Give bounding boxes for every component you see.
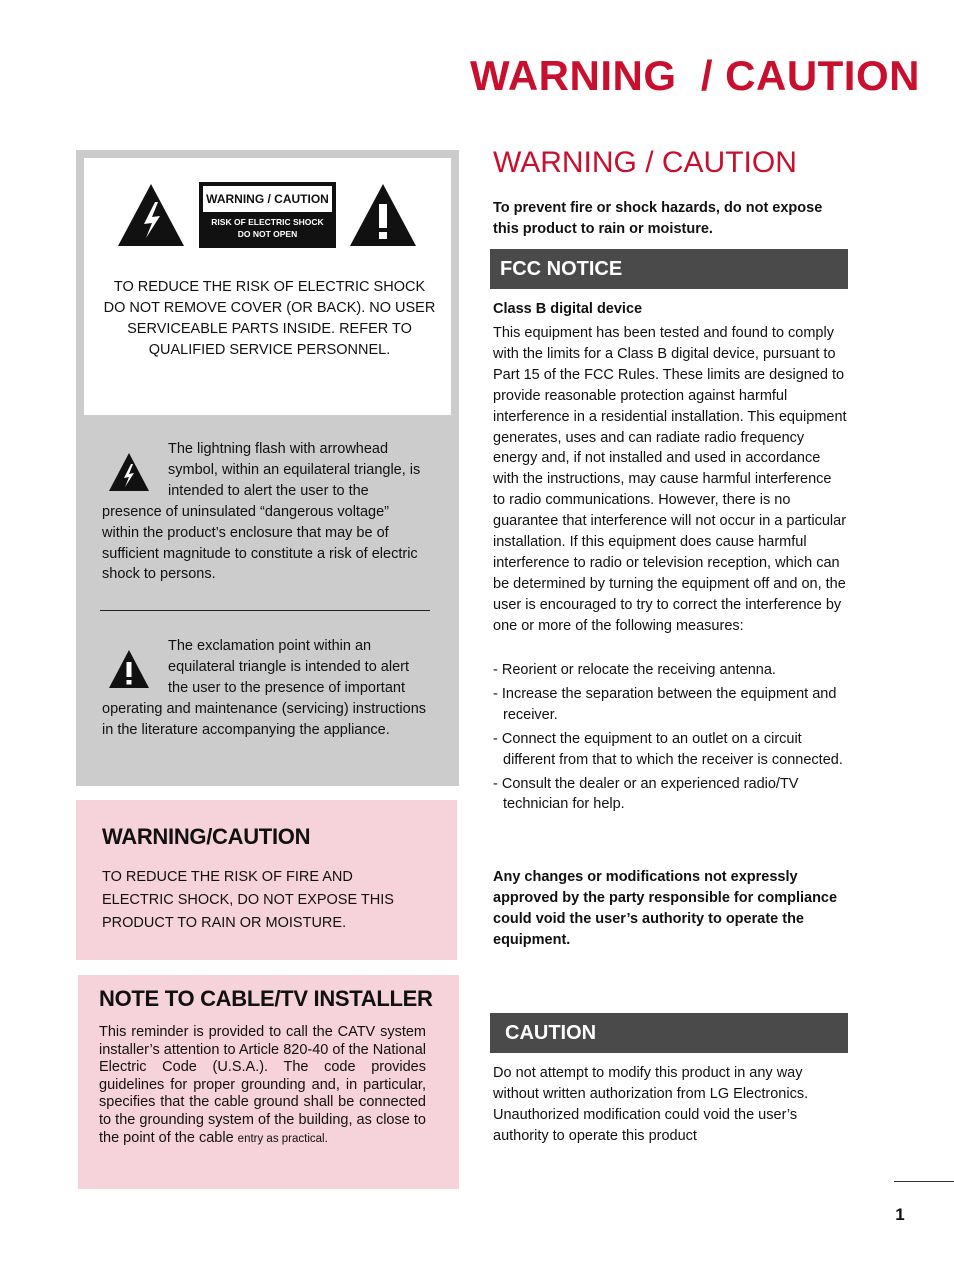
exclamation-symbol-description (102, 636, 428, 741)
fcc-notice-bar: FCC NOTICE (490, 249, 848, 289)
label-subtext-line1: RISK OF ELECTRIC SHOCK (211, 217, 324, 227)
label-subtext (203, 216, 332, 240)
class-b-heading: Class B digital device (493, 301, 643, 317)
divider (100, 610, 430, 611)
caution-text: Do not attempt to modify this product in any way without written authorization from LG Electronics. Unauthorized modification could void the user’s authority to operate this product (493, 1065, 809, 1144)
page-title: WARNING / CAUTION (470, 52, 920, 99)
installer-note-text (99, 1024, 426, 1148)
intro-text: To prevent fire or shock hazards, do not expose this product to rain or moisture. (493, 200, 823, 237)
exclamation-warning-icon (348, 182, 418, 248)
lightning-symbol-text: The lightning flash with arrowhead symbol, within an equilateral triangle, is intended to alert the user to the presence of uninsulated “dangerous voltage” within the product’s enclosure that may be of sufficient magnitude to constitute a risk of electric shock to persons. (102, 441, 421, 583)
warning-caution-text: TO REDUCE THE RISK OF FIRE AND ELECTRIC SHOCK, DO NOT EXPOSE THIS PRODUCT TO RAIN OR MOISTURE. (102, 869, 394, 931)
page-number: 1 (895, 1205, 905, 1224)
warning-caution-heading: WARNING/CAUTION (102, 824, 311, 849)
lightning-symbol-description (102, 439, 428, 585)
icon-float (102, 636, 168, 698)
installer-note-heading: NOTE TO CABLE/TV INSTALLER (99, 986, 433, 1011)
modifications-warning: Any changes or modifications not expressly approved by the party responsible for compliance could void the user’s authority to operate the equipment. (493, 869, 838, 948)
icon-float (102, 439, 168, 501)
lightning-warning-icon (116, 182, 186, 248)
installer-note-main: This reminder is provided to call the CATV system installer’s attention to Article 820-40 of the National Electric Code (U.S.A.). The code provides guidelines for proper grounding and, in particular, specifies that the cable ground shall be connected to the grounding system of the building, as close to the point of the cable (99, 1024, 426, 1146)
list-item: - Connect the equipment to an outlet on a circuit different from that to which the receiver is connected. (493, 730, 843, 768)
label-subtext-line2: DO NOT OPEN (237, 229, 298, 239)
list-item: - Increase the separation between the equipment and receiver. (493, 685, 837, 723)
label-title: WARNING / CAUTION (203, 186, 332, 212)
list-item: - Consult the dealer or an experienced radio/TV technician for help. (493, 775, 799, 813)
caution-bar: CAUTION (490, 1013, 848, 1053)
warning-caution-label (199, 182, 336, 248)
installer-note-small: entry as practical. (237, 1132, 328, 1145)
page-number-rule (894, 1181, 954, 1182)
fcc-paragraph: This equipment has been tested and found to comply with the limits for a Class B digital device, pursuant to Part 15 of the FCC Rules. These limits are designed to provide reasonable protection against harmful interference in a residential installation. This equipment generates, uses and can radiate radio frequency energy and, if not installed and used in accordance with the instructions, may cause harmful interference to radio communications. However, there is no guarantee that interference will not occur in a particular installation. If this equipment does cause harmful interference to radio or television reception, which can be determined by turning the equipment off and on, the user is encouraged to try to correct the interference by one or more of the following measures: (493, 325, 847, 634)
exclamation-symbol-text: The exclamation point within an equilateral triangle is intended to alert the user to the presence of important operating and maintenance (servicing) instructions in the literature accompanying the appliance. (102, 638, 427, 738)
section-title: WARNING / CAUTION (493, 146, 797, 179)
electric-shock-warning-text: TO REDUCE THE RISK OF ELECTRIC SHOCK DO NOT REMOVE COVER (OR BACK). NO USER SERVICEABLE PARTS INSIDE. REFER TO QUALIFIED SERVICE PERSONNEL. (103, 279, 436, 358)
list-item: - Reorient or relocate the receiving antenna. (493, 662, 776, 678)
measures-list (493, 660, 847, 818)
